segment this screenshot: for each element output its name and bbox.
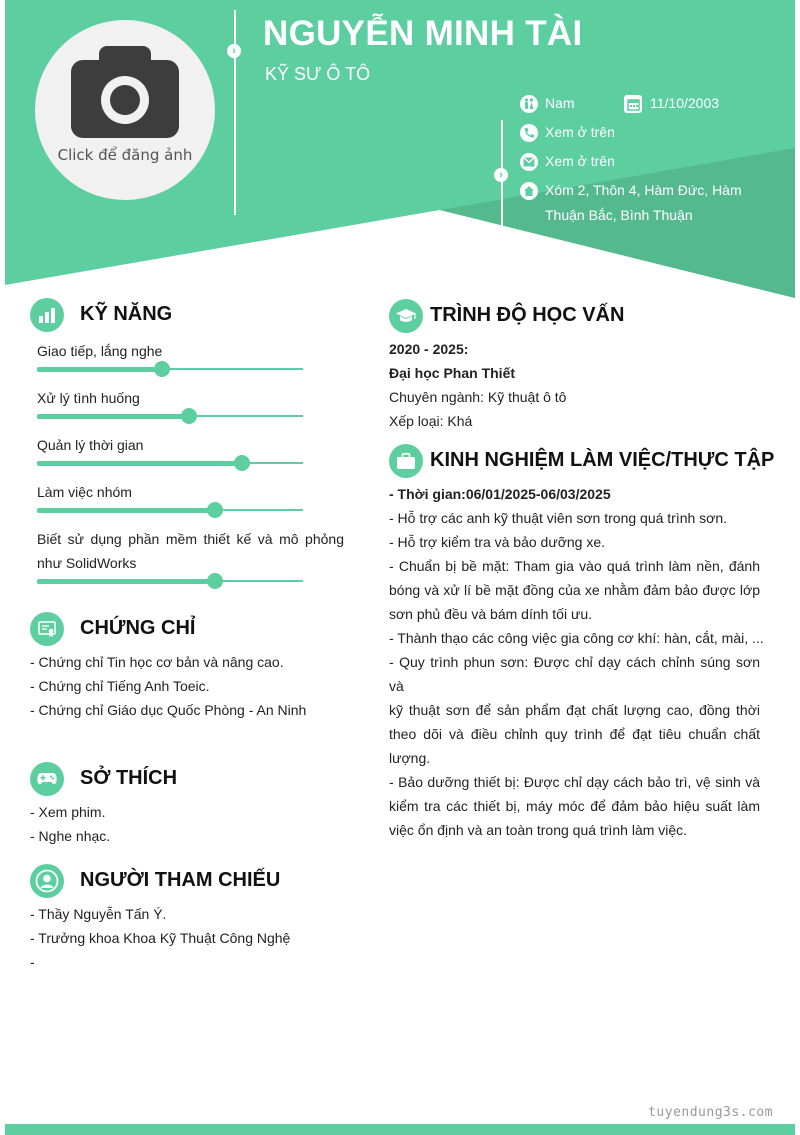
graduation-cap-icon xyxy=(389,299,423,333)
gender-value: Nam xyxy=(545,95,575,111)
list-item: - Trưởng khoa Khoa Kỹ Thuật Công Nghệ xyxy=(30,930,291,946)
photo-caption: Click để đăng ảnh xyxy=(57,146,193,164)
watermark: tuyendung3s.com xyxy=(648,1105,773,1120)
experience-line: sơn phủ đều và bám dính tối ưu. xyxy=(389,606,593,622)
experience-line: việc ổn định và an toàn trong quá trình làm việc. xyxy=(389,822,688,838)
experience-details xyxy=(389,482,764,842)
skill-level-fill xyxy=(37,579,215,584)
skill-slider-handle[interactable] xyxy=(207,573,223,589)
experience-lines xyxy=(389,506,764,842)
header-divider-line xyxy=(234,10,236,215)
chevron-right-icon: › xyxy=(494,168,508,182)
skill-label: Biết sử dụng phần mềm thiết kế và mô phỏng như SolidWorks xyxy=(37,531,344,571)
bar-chart-icon xyxy=(30,298,64,332)
avatar-upload[interactable] xyxy=(35,20,215,200)
address-line: Thuận Bắc, Bình Thuận xyxy=(545,207,693,223)
camera-icon xyxy=(71,46,179,138)
experience-line: kỹ thuật sơn để sản phẩm đạt chất lượng cao, đồng thời xyxy=(389,702,760,718)
education-title: TRÌNH ĐỘ HỌC VẤN xyxy=(430,304,625,326)
job-title: KỸ SƯ Ô TÔ xyxy=(265,64,371,84)
skill-level-fill xyxy=(37,508,215,513)
experience-line: kiểm tra các thiết bị, máy móc để đảm bảo hiệu suất làm xyxy=(389,798,760,814)
list-item: - Chứng chỉ Giáo dục Quốc Phòng - An Ninh xyxy=(30,702,307,718)
certificate-icon xyxy=(30,612,64,646)
full-name: NGUYỄN MINH TÀI xyxy=(263,14,583,53)
list-item: - xyxy=(30,954,35,970)
education-grade: Xếp loại: Khá xyxy=(389,413,473,429)
experience-line: - Hỗ trợ các anh kỹ thuật viên sơn trong quá trình sơn. xyxy=(389,510,728,526)
address-line: Xóm 2, Thôn 4, Hàm Đức, Hàm xyxy=(545,182,742,198)
skill-label: Quản lý thời gian xyxy=(37,437,144,453)
skill-slider[interactable] xyxy=(37,580,303,582)
list-item: - Xem phim. xyxy=(30,804,106,820)
education-details xyxy=(389,337,566,433)
skill-slider-handle[interactable] xyxy=(181,408,197,424)
skills-title: KỸ NĂNG xyxy=(80,303,173,325)
skill-level-fill xyxy=(37,461,242,466)
education-major: Chuyên ngành: Kỹ thuật ô tô xyxy=(389,389,567,405)
experience-line: lượng. xyxy=(389,750,431,766)
certificates-list xyxy=(30,650,306,722)
skill-slider-handle[interactable] xyxy=(234,455,250,471)
hobbies-list xyxy=(30,800,110,848)
experience-line: - Chuẩn bị bề mặt: Tham gia vào quá trình làm nền, đánh xyxy=(389,558,760,574)
address-value xyxy=(545,178,742,228)
skill-label: Xử lý tình huống xyxy=(37,390,140,406)
skill-level-fill xyxy=(37,367,162,372)
education-school: Đại học Phan Thiết xyxy=(389,365,516,381)
experience-line: - Thành thạo các công việc gia công cơ khí: hàn, cắt, mài, ... xyxy=(389,630,764,646)
certificates-title: CHỨNG CHỈ xyxy=(80,617,196,639)
user-icon xyxy=(30,864,64,898)
gamepad-icon xyxy=(30,762,64,796)
experience-line: - Hỗ trợ kiểm tra và bảo dưỡng xe. xyxy=(389,534,606,550)
skill-label: Giao tiếp, lắng nghe xyxy=(37,343,163,359)
experience-line: - Bảo dưỡng thiết bị: Được chỉ dạy cách bảo trì, vệ sinh và xyxy=(389,774,760,790)
home-icon xyxy=(520,182,538,200)
phone-icon xyxy=(520,124,538,142)
email-icon xyxy=(520,153,538,171)
list-item: - Chứng chỉ Tiếng Anh Toeic. xyxy=(30,678,210,694)
skill-level-fill xyxy=(37,414,189,419)
experience-line: bóng và xử lí bề mặt đồng của xe nhằm đảm bảo được lớp xyxy=(389,582,760,598)
skill-slider-handle[interactable] xyxy=(154,361,170,377)
skill-slider-handle[interactable] xyxy=(207,502,223,518)
skill-slider[interactable] xyxy=(37,509,303,511)
experience-line: - Quy trình phun sơn: Được chỉ dạy cách chỉnh súng sơn và xyxy=(389,654,760,694)
skill-slider[interactable] xyxy=(37,415,303,417)
skill-slider[interactable] xyxy=(37,462,303,464)
email-value: Xem ở trên xyxy=(545,153,615,169)
gender-icon xyxy=(520,95,538,113)
skill-slider[interactable] xyxy=(37,368,303,370)
education-period: 2020 - 2025: xyxy=(389,341,469,357)
skill-label: Làm việc nhóm xyxy=(37,484,132,500)
references-title: NGƯỜI THAM CHIẾU xyxy=(80,869,281,891)
references-list xyxy=(30,902,290,974)
birthday-value: 11/10/2003 xyxy=(650,95,720,111)
list-item: - Nghe nhạc. xyxy=(30,828,111,844)
experience-period: - Thời gian:06/01/2025-06/03/2025 xyxy=(389,486,611,502)
list-item: - Thầy Nguyễn Tấn Ý. xyxy=(30,906,167,922)
footer-bar xyxy=(5,1124,795,1135)
hobbies-title: SỞ THÍCH xyxy=(80,767,178,789)
chevron-right-icon: › xyxy=(227,44,241,58)
experience-line: theo dõi và điều chỉnh quy trình để đạt tiêu chuẩn chất xyxy=(389,726,760,742)
experience-title: KINH NGHIỆM LÀM VIỆC/THỰC TẬP xyxy=(430,449,775,471)
list-item: - Chứng chỉ Tin học cơ bản và nâng cao. xyxy=(30,654,284,670)
phone-value: Xem ở trên xyxy=(545,124,615,140)
calendar-icon xyxy=(624,95,642,113)
briefcase-icon xyxy=(389,444,423,478)
